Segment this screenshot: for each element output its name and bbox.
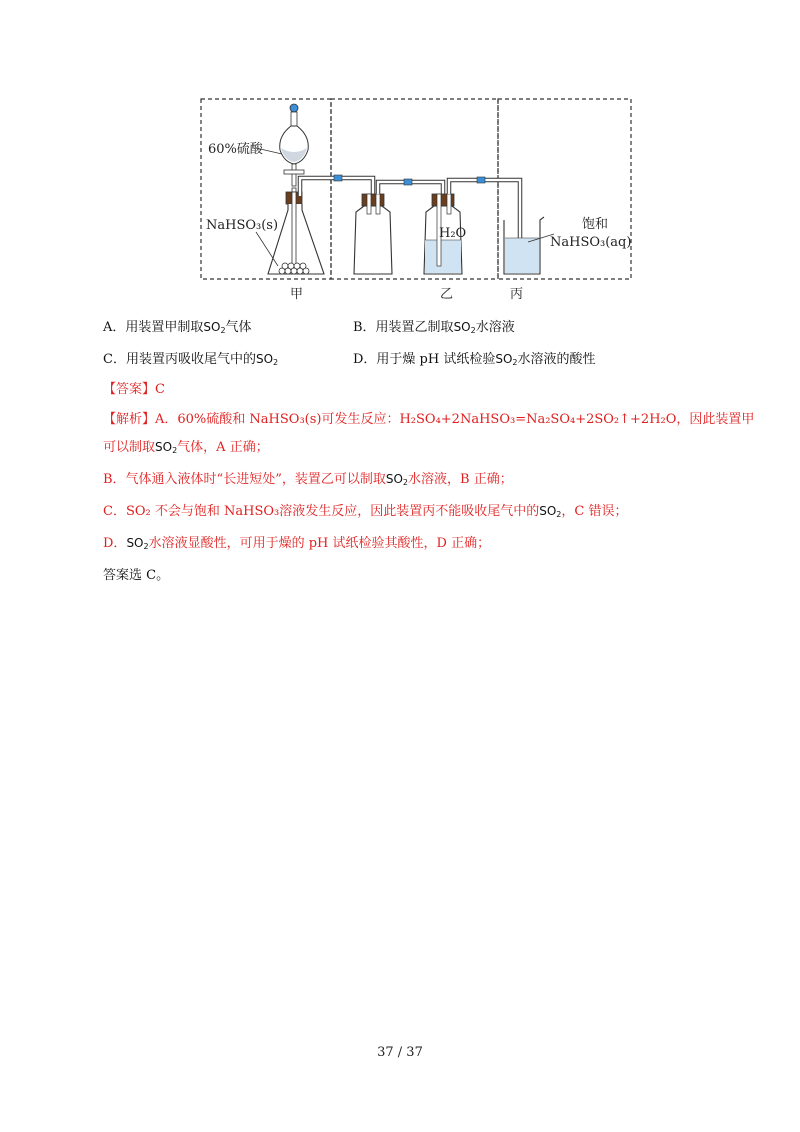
analysis-c: C．SO₂ 不会与饱和 NaHSO₃溶液发生反应，因此装置丙不能吸收尾气中的$SO_2$，C 错误； — [103, 504, 628, 519]
beaker — [504, 217, 544, 274]
conical-flask — [268, 192, 324, 274]
so2-formula: $SO_2$ — [495, 352, 518, 367]
so2-formula: $SO_2$ — [155, 440, 178, 455]
answer-line: 【答案】C — [103, 382, 165, 397]
so2-formula: $SO_2$ — [255, 352, 279, 367]
page-number: 37 / 37 — [377, 1045, 423, 1060]
so2-formula: $SO_2$ — [203, 320, 226, 335]
so2-formula: $SO_2$ — [385, 472, 409, 487]
apparatus-diagram — [198, 96, 634, 308]
so2-formula: $SO_2$ — [539, 504, 562, 519]
gas-bottle-empty — [354, 194, 392, 274]
option-d: D．用于燥 pH 试纸检验$SO_2$水溶液的酸性 — [353, 352, 596, 367]
analysis-d: D．$SO_2$水溶液显酸性，可用于燥的 pH 试纸检验其酸性，D 正确； — [103, 536, 491, 551]
analysis-line-2: 可以制取$SO_2$气体，A 正确； — [103, 440, 269, 455]
label-nahso3-solid: NaHSO₃(s) — [206, 218, 279, 233]
option-c: C．用装置丙吸收尾气中的$SO_2$ — [103, 352, 279, 367]
option-a: A．用装置甲制取$SO_2$气体 — [103, 320, 252, 335]
label-bing: 丙 — [510, 287, 524, 302]
label-saturated: 饱和 — [582, 217, 609, 232]
analysis-b: B．气体通入液体时“长进短处”，装置乙可以制取$SO_2$水溶液，B 正确； — [103, 472, 513, 487]
so2-formula: $SO_2$ — [453, 320, 476, 335]
option-b: B．用装置乙制取$SO_2$水溶液 — [353, 320, 515, 335]
analysis-line-1: 【解析】A．60%硫酸和 NaHSO₃(s)可发生反应：H₂SO₄+2NaHSO₃=Na₂SO₄+2SO₂↑+2H₂O，因此装置甲 — [103, 412, 755, 427]
so2-formula: $SO_2$ — [126, 536, 149, 551]
valve-1 — [334, 175, 342, 181]
label-nahso3-aq: NaHSO₃(aq) — [550, 235, 632, 250]
label-acid: 60%硫酸 — [208, 142, 263, 157]
label-yi: 乙 — [440, 287, 454, 302]
label-jia: 甲 — [290, 287, 304, 302]
label-water: H₂O — [439, 226, 467, 241]
valve-3 — [477, 177, 485, 183]
valve-2 — [404, 179, 412, 185]
final-answer: 答案选 C。 — [103, 568, 170, 583]
